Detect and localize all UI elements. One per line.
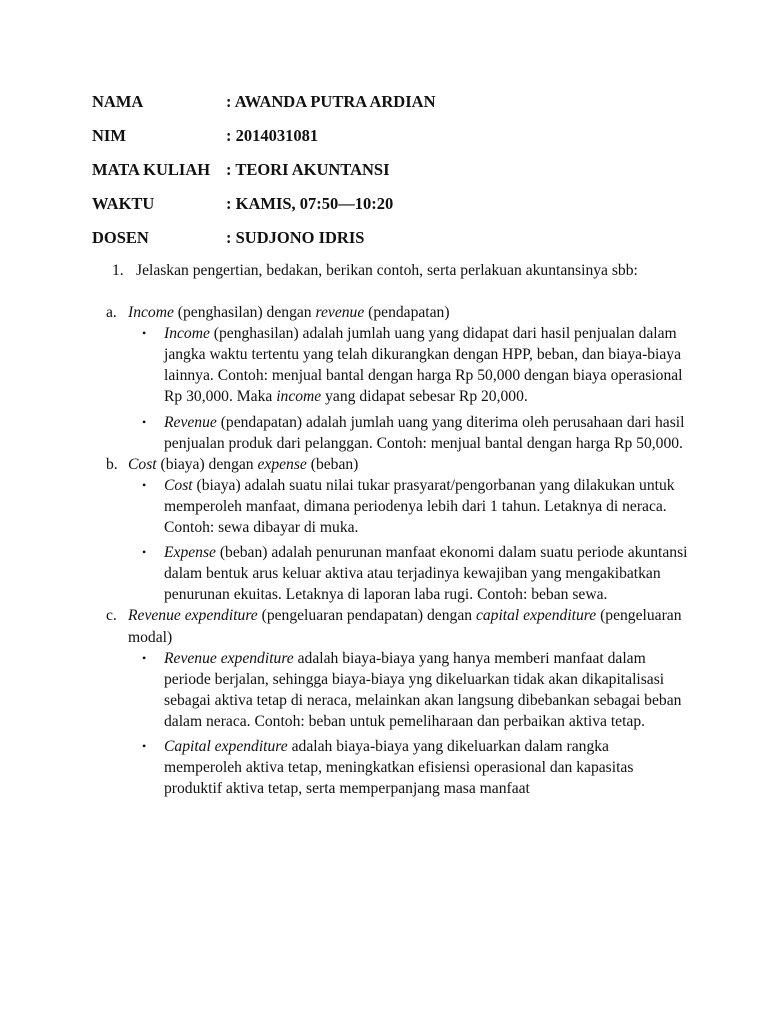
list-item bbox=[0, 323, 689, 407]
header-value: : TEORI AKUNTANSI bbox=[226, 160, 390, 179]
header-label: NIM bbox=[92, 126, 126, 145]
section-title-text: (pengeluaran modal) bbox=[128, 607, 682, 646]
section-term: Cost bbox=[128, 455, 157, 473]
item-term: Capital expenditure bbox=[164, 737, 288, 755]
item-text: yang didapat sebesar Rp 20,000. bbox=[321, 388, 528, 406]
section-term: revenue bbox=[315, 304, 365, 322]
section-title-text: (pengeluaran pendapatan) dengan bbox=[257, 607, 476, 625]
item-text: adalah biaya-biaya yang hanya memberi manfaat dalam periode berjalan, sehingga biaya-biaya yng dikeluarkan tidak akan dikapitalisasi sebagai aktiva tetap di neraca, melainkan akan langsung dibebankan sebagai beban dalam neraca. Contoh: beban untuk pemeliharaan dan perbaikan aktiva tetap. bbox=[164, 649, 682, 730]
item-term: income bbox=[276, 388, 322, 406]
question-number: 1. bbox=[112, 262, 124, 279]
item-text: (pendapatan) adalah jumlah uang yang diterima oleh perusahaan dari hasil penjualan produk dari pelanggan. Contoh: menjual bantal dengan harga Rp 50,000. bbox=[164, 413, 685, 452]
list-item bbox=[0, 736, 689, 799]
header-value: : AWANDA PUTRA ARDIAN bbox=[226, 92, 436, 111]
item-term: Income bbox=[164, 325, 210, 343]
section-marker: a. bbox=[106, 304, 117, 322]
document-body bbox=[0, 260, 768, 799]
item-term: Revenue bbox=[164, 413, 217, 431]
bullet-icon: • bbox=[142, 650, 147, 665]
item-text: (penghasilan) adalah jumlah uang yang didapat dari hasil penjualan dalam jangka waktu tertentu yang telah dikurangkan dengan HPP, beban, dan biaya-biaya lainnya. Contoh: menjual bantal dengan harga Rp 50,000 dengan biaya operasional Rp 30,000. Maka bbox=[164, 325, 683, 406]
section-b-title bbox=[0, 454, 688, 475]
section-marker: c. bbox=[106, 607, 117, 625]
header-label: DOSEN bbox=[92, 228, 149, 247]
section-marker: b. bbox=[106, 455, 118, 473]
section-title-text: (beban) bbox=[306, 455, 359, 473]
bullet-icon: • bbox=[142, 738, 147, 753]
section-title-text: (pendapatan) bbox=[364, 304, 450, 322]
section-term: capital expenditure bbox=[475, 607, 597, 625]
header-row-mata-kuliah bbox=[92, 160, 652, 194]
item-text: (biaya) adalah suatu nilai tukar prasyarat/pengorbanan yang dilakukan untuk memperoleh manfaat, dimana periodenya lebih dari 1 tahun. Letaknya di neraca. Contoh: sewa dibayar di muka. bbox=[164, 476, 675, 537]
bullet-icon: • bbox=[142, 326, 147, 341]
bullet-icon: • bbox=[142, 477, 147, 492]
bullet-icon: • bbox=[142, 414, 147, 429]
header-label: NAMA bbox=[92, 92, 144, 111]
item-term: Cost bbox=[164, 476, 193, 494]
header-label: MATA KULIAH bbox=[92, 160, 211, 179]
question-1 bbox=[0, 260, 676, 281]
section-c-title bbox=[0, 605, 688, 647]
item-text: adalah biaya-biaya yang dikeluarkan dalam rangka memperoleh aktiva tetap, meningkatkan efisiensi operasional dan kapasitas produktif aktiva tetap, serta memperpanjang masa manfaat bbox=[164, 737, 634, 798]
section-title-text: (biaya) dengan bbox=[156, 455, 258, 473]
list-item bbox=[0, 648, 689, 732]
section-title-text: (penghasilan) dengan bbox=[173, 304, 316, 322]
header-value: : KAMIS, 07:50—10:20 bbox=[226, 194, 394, 213]
student-info-header bbox=[92, 92, 652, 262]
header-value: : SUDJONO IDRIS bbox=[226, 228, 365, 247]
item-term: Revenue expenditure bbox=[164, 649, 294, 667]
list-item bbox=[0, 475, 689, 538]
header-label: WAKTU bbox=[92, 194, 155, 213]
section-term: expense bbox=[257, 455, 307, 473]
list-item bbox=[0, 542, 689, 605]
header-row-nim bbox=[92, 126, 652, 160]
header-row-dosen bbox=[92, 228, 652, 262]
question-text: Jelaskan pengertian, bedakan, berikan contoh, serta perlakuan akuntansinya sbb: bbox=[136, 262, 638, 279]
header-row-nama bbox=[92, 92, 652, 126]
item-term: Expense bbox=[164, 544, 216, 562]
section-term: Revenue expenditure bbox=[128, 607, 258, 625]
list-item bbox=[0, 412, 689, 454]
bullet-icon: • bbox=[142, 545, 147, 560]
header-value: : 2014031081 bbox=[226, 126, 319, 145]
section-a-title bbox=[0, 302, 688, 323]
section-term: Income bbox=[128, 304, 174, 322]
item-text: (beban) adalah penurunan manfaat ekonomi dalam suatu periode akuntansi dalam bentuk arus keluar aktiva atau terjadinya kewajiban yang mengakibatkan penurunan ekuitas. Letaknya di laporan laba rugi. Contoh: beban sewa. bbox=[164, 544, 688, 604]
header-row-waktu bbox=[92, 194, 652, 228]
